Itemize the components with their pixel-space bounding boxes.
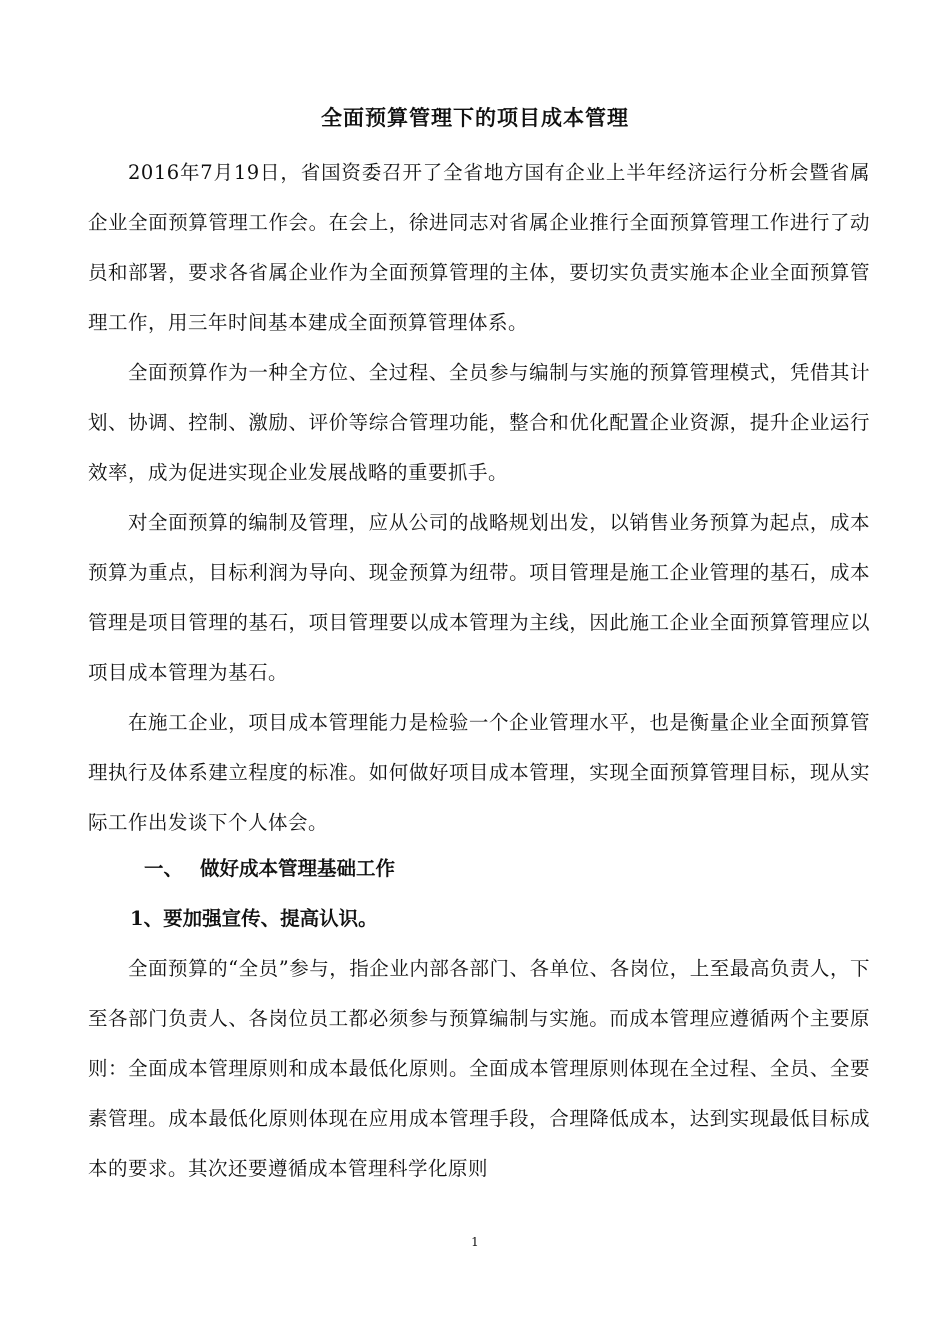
section-heading-1 (144, 844, 395, 894)
subsection-heading-1: 1、要加强宣传、提高认识。 (130, 907, 378, 930)
paragraph-1: 2016年7月19日，省国资委召开了全省地方国有企业上半年经济运行分析会暨省属企业全面预算管理工作会。在会上，徐进同志对省属企业推行全面预算管理工作进行了动员和部署，要求各省属企业作为全面预算管理的主体，要切实负责实施本企业全面预算管理工作，用三年时间基本建成全面预算管理体系。 (88, 161, 870, 334)
paragraph-4: 在施工企业，项目成本管理能力是检验一个企业管理水平，也是衡量企业全面预算管理执行及体系建立程度的标准。如何做好项目成本管理，实现全面预算管理目标，现从实际工作出发谈下个人体会。 (88, 711, 870, 834)
document-title: 全面预算管理下的项目成本管理 (321, 105, 629, 130)
page-number: 1 (471, 1235, 479, 1249)
section-number: 一、 (144, 857, 184, 880)
paragraph-2: 全面预算作为一种全方位、全过程、全员参与编制与实施的预算管理模式，凭借其计划、协调、控制、激励、评价等综合管理功能，整合和优化配置企业资源，提升企业运行效率，成为促进实现企业发展战略的重要抓手。 (88, 361, 870, 484)
paragraph-5: 全面预算的“全员”参与，指企业内部各部门、各单位、各岗位，上至最高负责人，下至各部门负责人、各岗位员工都必须参与预算编制与实施。而成本管理应遵循两个主要原则：全面成本管理原则和成本最低化原则。全面成本管理原则体现在全过程、全员、全要素管理。成本最低化原则体现在应用成本管理手段，合理降低成本，达到实现最低目标成本的要求。其次还要遵循成本管理科学化原则 (88, 957, 870, 1180)
section-title: 做好成本管理基础工作 (200, 857, 396, 880)
paragraph-3: 对全面预算的编制及管理，应从公司的战略规划出发，以销售业务预算为起点，成本预算为重点，目标利润为导向、现金预算为纽带。项目管理是施工企业管理的基石，成本管理是项目管理的基石，项目管理要以成本管理为主线，因此施工企业全面预算管理应以项目成本管理为基石。 (88, 511, 870, 684)
